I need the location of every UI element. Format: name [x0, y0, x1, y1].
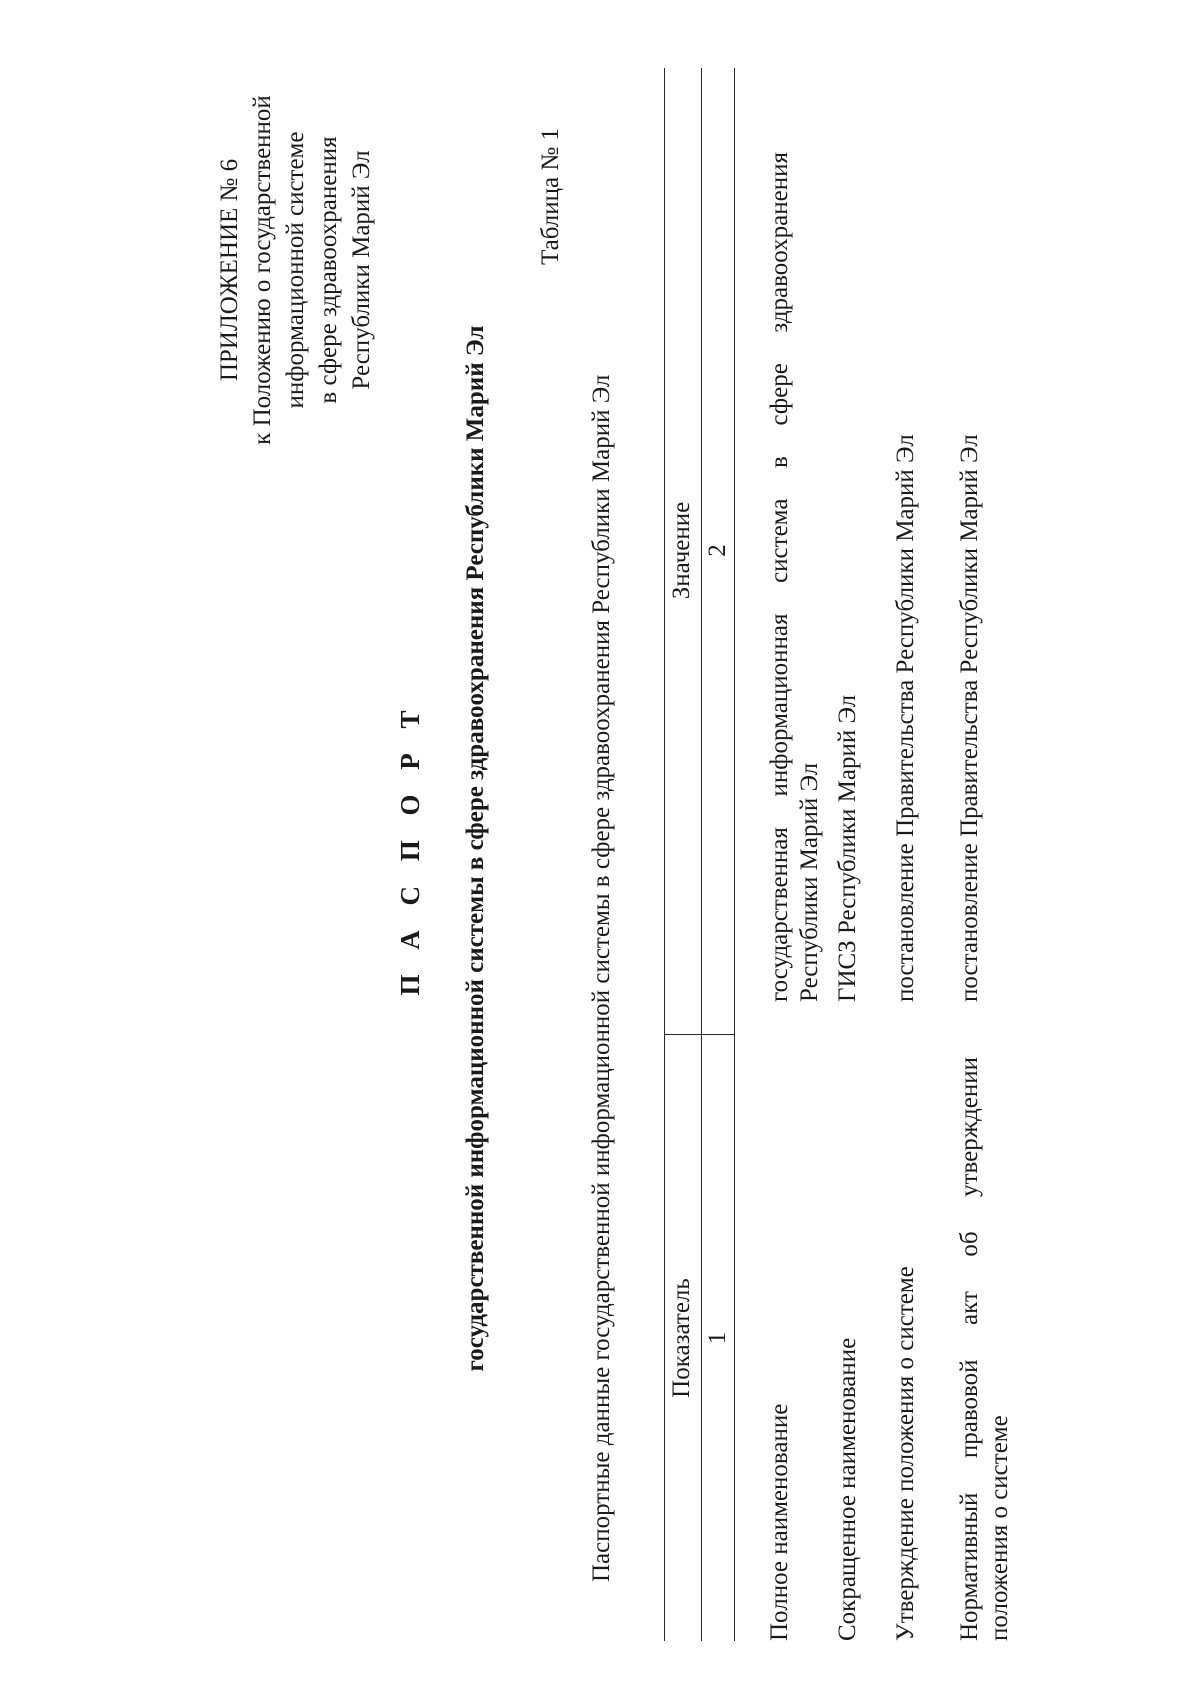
- header-value: Значение: [668, 501, 695, 600]
- table-top-rule: [664, 68, 665, 1641]
- appendix-line: информационной системе: [282, 131, 309, 409]
- row-label-short-name: Сокращенное наименование: [834, 1337, 861, 1641]
- row-label-approval: Утверждение положения о системе: [892, 1266, 919, 1641]
- row-label-legal-act: Нормативный правовой акт об утверждении положения о системе: [956, 1057, 1013, 1641]
- appendix-line: в сфере здравоохранения: [315, 136, 342, 404]
- document-subtitle: государственной информационной системы в сфере здравоохранения Республики Марий Эл: [462, 325, 489, 1372]
- table-header-rule: [701, 68, 702, 1641]
- table-caption: Паспортные данные государственной информационной системы в сфере здравоохранения Республики Марий Эл: [588, 374, 615, 1582]
- table-column-number-rule: [734, 68, 735, 1641]
- table-number: Таблица № 1: [537, 128, 564, 266]
- column-number-2: 2: [704, 544, 731, 557]
- column-number-1: 1: [704, 1331, 731, 1345]
- appendix-line: ПРИЛОЖЕНИЕ № 6: [216, 158, 243, 382]
- document-title: П А С П О Р Т: [395, 701, 425, 996]
- appendix-line: к Положению о государственной: [249, 95, 276, 445]
- header-indicator: Показатель: [668, 1278, 695, 1398]
- appendix-block: [213, 80, 378, 460]
- row-value-full-name: государственная информационная система в сфере здравоохранения Республики Марий Эл: [766, 152, 823, 1002]
- appendix-line: Республики Марий Эл: [348, 150, 375, 390]
- row-label-full-name: Полное наименование: [766, 1403, 793, 1641]
- row-value-approval: постановление Правительства Республики Марий Эл: [892, 434, 919, 1002]
- row-value-legal-act: постановление Правительства Республики Марий Эл: [956, 434, 983, 1002]
- row-value-short-name: ГИСЗ Республики Марий Эл: [834, 694, 861, 1002]
